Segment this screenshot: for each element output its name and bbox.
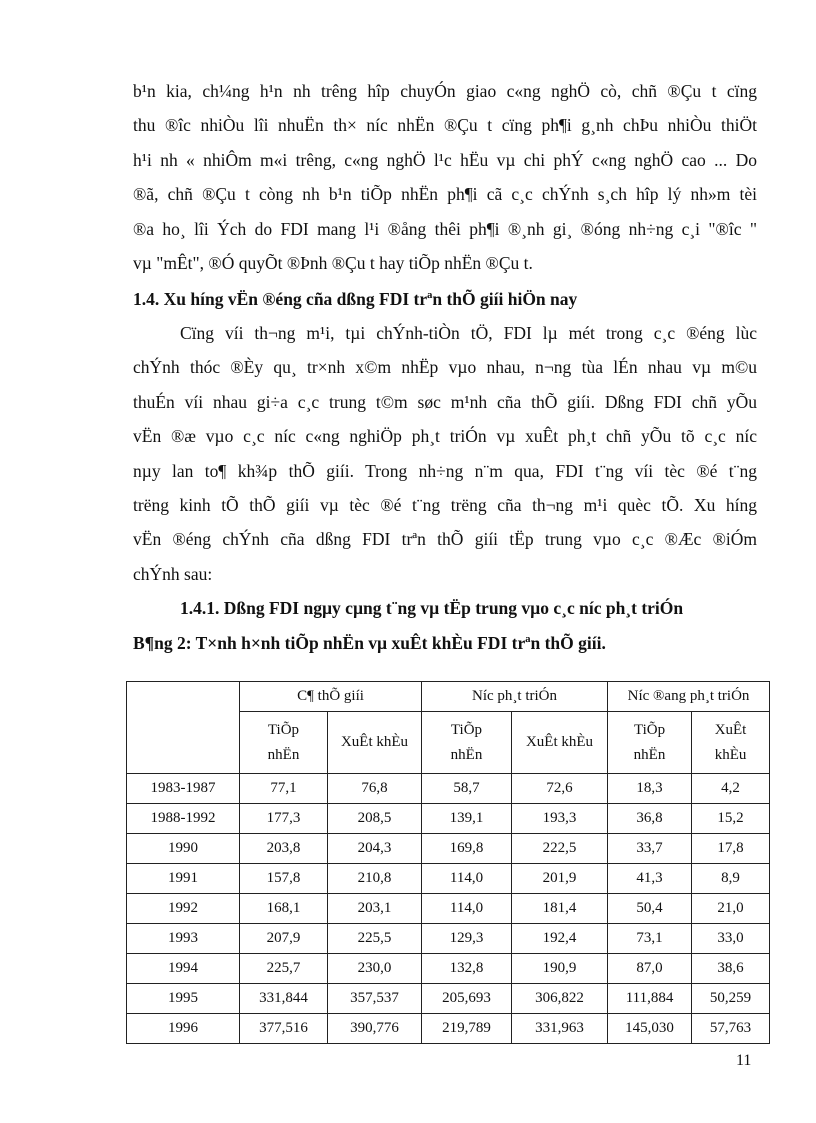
table-cell: 132,8 xyxy=(422,954,512,984)
table-cell: 77,1 xyxy=(240,774,328,804)
page-number: 11 xyxy=(736,1052,752,1069)
text-line: thuÉn víi nhau gi÷a c¸c trung t©m søc m¹nh cña thÕ giíi. Dßng FDI chñ yÕu xyxy=(133,391,757,412)
fdi-table xyxy=(126,681,770,1044)
table-caption: B¶ng 2: T×nh h×nh tiÕp nhËn vµ xuÊt khÈu FDI trªn thÕ giíi. xyxy=(133,633,606,653)
table-cell: 8,9 xyxy=(692,864,770,894)
table-cell: 58,7 xyxy=(422,774,512,804)
table-cell: 50,259 xyxy=(692,984,770,1014)
text-line: chÝnh thóc ®Èy qu¸ tr×nh x©m nhËp vµo nhau, n¬ng tùa lÉn nhau vµ m©u xyxy=(133,357,757,378)
table-cell: 129,3 xyxy=(422,924,512,954)
table-cell: 4,2 xyxy=(692,774,770,804)
text-line: Cïng víi th¬ng m¹i, tµi chÝnh-tiÒn tÖ, FDI lµ mét trong c¸c ®éng lùc xyxy=(180,323,757,343)
table-cell: 225,5 xyxy=(328,924,422,954)
table-cell: 357,537 xyxy=(328,984,422,1014)
text-line: b¹n kia, ch¼ng h¹n nh trêng hîp chuyÓn giao c«ng nghÖ cò, chñ ®Çu t cïng xyxy=(133,81,757,101)
table-cell: 114,0 xyxy=(422,864,512,894)
column-header-receive: TiÕp nhËn xyxy=(608,712,692,774)
column-group-developing: Níc ®ang ph¸t triÓn xyxy=(608,682,770,712)
table-cell: 21,0 xyxy=(692,894,770,924)
text-line: chÝnh sau: xyxy=(133,563,213,584)
table-cell: 225,7 xyxy=(240,954,328,984)
table-cell: 168,1 xyxy=(240,894,328,924)
text-line: nµy lan to¶ kh¾p thÕ giíi. Trong nh÷ng n¨m qua, FDI t¨ng víi tèc ®é t¨ng xyxy=(133,460,757,481)
table-cell: 33,0 xyxy=(692,924,770,954)
paragraph-intro xyxy=(133,74,757,280)
table-cell: 390,776 xyxy=(328,1014,422,1044)
table-row xyxy=(127,954,770,984)
table-row xyxy=(127,774,770,804)
table-cell: 111,884 xyxy=(608,984,692,1014)
column-header-export: XuÊt khÈu xyxy=(328,712,422,774)
row-year-cell: 1983-1987 xyxy=(127,774,240,804)
table-cell: 181,4 xyxy=(512,894,608,924)
column-group-developed: Níc ph¸t triÓn xyxy=(422,682,608,712)
row-year-cell: 1996 xyxy=(127,1014,240,1044)
text-line: vËn ®éng chÝnh cña dßng FDI trªn thÕ giíi tËp trung vµo c¸c ®Æc ®iÓm xyxy=(133,529,757,550)
table-cell: 157,8 xyxy=(240,864,328,894)
row-year-cell: 1990 xyxy=(127,834,240,864)
table-cell: 230,0 xyxy=(328,954,422,984)
table-row xyxy=(127,864,770,894)
text-line: vËn ®æ vµo c¸c níc c«ng nghiÖp ph¸t triÓn vµ xuÊt ph¸t chñ yÕu tõ c¸c níc xyxy=(133,426,757,447)
table-cell: 87,0 xyxy=(608,954,692,984)
table-row xyxy=(127,804,770,834)
table-cell: 306,822 xyxy=(512,984,608,1014)
table-cell: 193,3 xyxy=(512,804,608,834)
row-year-cell: 1995 xyxy=(127,984,240,1014)
table-row xyxy=(127,834,770,864)
table-cell: 33,7 xyxy=(608,834,692,864)
table-cell: 57,763 xyxy=(692,1014,770,1044)
table-cell: 201,9 xyxy=(512,864,608,894)
table-cell: 114,0 xyxy=(422,894,512,924)
table-cell: 203,1 xyxy=(328,894,422,924)
table-cell: 72,6 xyxy=(512,774,608,804)
section-heading-1-4-1: 1.4.1. Dßng FDI ngµy cµng t¨ng vµ tËp trung vµo c¸c níc ph¸t triÓn xyxy=(180,598,684,618)
column-header-export: XuÊt khÈu xyxy=(512,712,608,774)
table-cell: 208,5 xyxy=(328,804,422,834)
table-cell: 15,2 xyxy=(692,804,770,834)
table-cell: 41,3 xyxy=(608,864,692,894)
text-line: ®a ho¸ lîi Ých do FDI mang l¹i ®ång thêi ph¶i ®¸nh gi¸ ®óng nh÷ng c¸i "®îc " xyxy=(133,218,757,239)
row-year-cell: 1992 xyxy=(127,894,240,924)
text-line: thu ®îc nhiÒu lîi nhuËn th× níc nhËn ®Çu t cïng ph¶i g¸nh chÞu nhiÒu thiÖt xyxy=(133,115,757,136)
table-cell: 205,693 xyxy=(422,984,512,1014)
text-line: ®ã, chñ ®Çu t còng nh b¹n tiÕp nhËn ph¶i cã c¸c chÝnh s¸ch hîp lý nh»m tèi xyxy=(133,184,757,205)
table-row xyxy=(127,984,770,1014)
column-header-receive: TiÕp nhËn xyxy=(422,712,512,774)
table-cell: 210,8 xyxy=(328,864,422,894)
table-cell: 17,8 xyxy=(692,834,770,864)
table-cell: 204,3 xyxy=(328,834,422,864)
table-row xyxy=(127,894,770,924)
text-line: h¹i nh « nhiÔm m«i trêng, c«ng nghÖ l¹c hËu vµ chi phÝ c«ng nghÖ cao ... Do xyxy=(133,149,757,170)
table-cell: 38,6 xyxy=(692,954,770,984)
table-cell: 190,9 xyxy=(512,954,608,984)
text-line: vµ "mÊt", ®Ó quyÕt ®Þnh ®Çu t hay tiÕp nhËn ®Çu t. xyxy=(133,252,533,273)
table-cell: 377,516 xyxy=(240,1014,328,1044)
table-cell: 192,4 xyxy=(512,924,608,954)
table-cell: 219,789 xyxy=(422,1014,512,1044)
table-cell: 331,963 xyxy=(512,1014,608,1044)
table-cell: 203,8 xyxy=(240,834,328,864)
column-group-world: C¶ thÕ giíi xyxy=(240,682,422,712)
row-year-cell: 1993 xyxy=(127,924,240,954)
paragraph-trends xyxy=(133,316,757,591)
table-cell: 76,8 xyxy=(328,774,422,804)
table-cell: 50,4 xyxy=(608,894,692,924)
table-cell: 73,1 xyxy=(608,924,692,954)
row-year-cell: 1988-1992 xyxy=(127,804,240,834)
table-header-row xyxy=(127,682,770,712)
table-cell: 331,844 xyxy=(240,984,328,1014)
table-row xyxy=(127,1014,770,1044)
table-corner-cell xyxy=(127,682,240,774)
table-cell: 36,8 xyxy=(608,804,692,834)
row-year-cell: 1991 xyxy=(127,864,240,894)
table-cell: 207,9 xyxy=(240,924,328,954)
column-header-export: XuÊt khÈu xyxy=(692,712,770,774)
table-cell: 18,3 xyxy=(608,774,692,804)
row-year-cell: 1994 xyxy=(127,954,240,984)
section-heading-1-4: 1.4. Xu híng vËn ®éng cña dßng FDI trªn thÕ giíi hiÖn nay xyxy=(133,289,578,309)
table-cell: 177,3 xyxy=(240,804,328,834)
table-cell: 145,030 xyxy=(608,1014,692,1044)
column-header-receive: TiÕp nhËn xyxy=(240,712,328,774)
text-line: trëng kinh tÕ thÕ giíi vµ tèc ®é t¨ng trëng cña th¬ng m¹i quèc tÕ. Xu híng xyxy=(133,494,757,515)
table-row xyxy=(127,924,770,954)
table-cell: 169,8 xyxy=(422,834,512,864)
table-cell: 139,1 xyxy=(422,804,512,834)
table-cell: 222,5 xyxy=(512,834,608,864)
